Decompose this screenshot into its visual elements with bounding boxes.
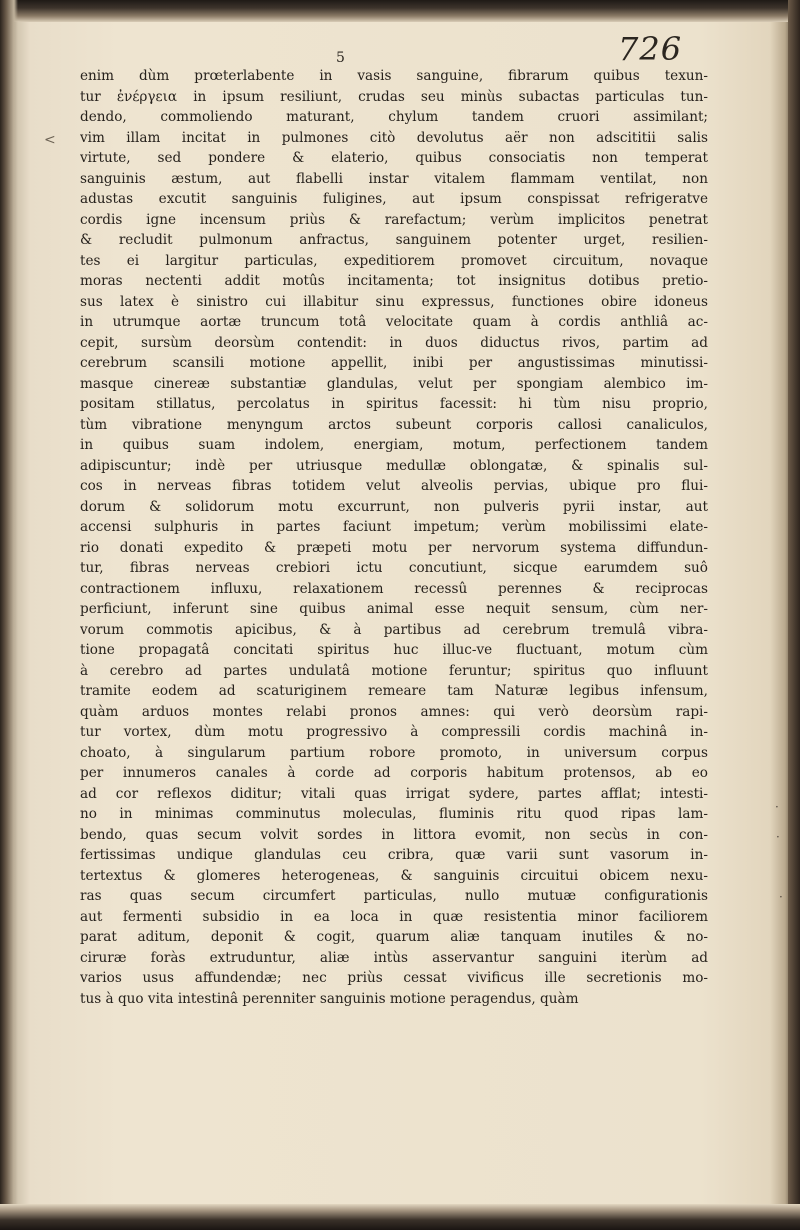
page-right-edge — [788, 0, 800, 1230]
text-line: adustas excutit sanguinis fuligines, aut ipsum conspissat refrigeratve — [80, 191, 708, 207]
text-line: perficiunt, inferunt sine quibus animal esse nequit sensum, cùm ner- — [80, 601, 708, 617]
text-line: varios usus affundendæ; nec priùs cessat vivificus ille secretionis mo- — [80, 970, 708, 986]
text-line: moras nectenti addit motûs incitamenta; tot insignitus dotibus pretio- — [80, 273, 708, 289]
speck: · — [775, 800, 779, 814]
text-line: cordis igne incensum priùs & rarefactum; verùm implicitos penetrat — [80, 211, 708, 228]
signature-mark: 5 — [336, 50, 345, 66]
text-line: & recludit pulmonum anfractus, sanguinem potenter urget, resilien- — [80, 232, 708, 248]
text-line: no in minimas comminutus moleculas, fluminis ritu quod ripas lam- — [80, 806, 708, 822]
handwritten-folio-number: 726 — [618, 30, 683, 68]
text-line: aut fermenti subsidio in ea loca in quæ resistentia minor faciliorem — [80, 908, 708, 925]
text-line: tur vortex, dùm motu progressivo à compressili cordis machinâ in- — [80, 724, 708, 740]
text-line: per innumeros canales à corde ad corporis habitum protensos, ab eo — [80, 765, 708, 781]
text-line: cepit, sursùm deorsùm contendit: in duos diductus rivos, partim ad — [80, 334, 708, 351]
text-line: tùm vibratione menyngum arctos subeunt corporis callosi canaliculos, — [80, 416, 708, 433]
margin-mark: < — [44, 132, 56, 148]
text-line: sanguinis æstum, aut flabelli instar vitalem flammam ventilat, non — [80, 170, 708, 187]
text-line: adipiscuntur; indè per utriusque medullæ oblongatæ, & spinalis sul- — [80, 457, 708, 474]
speck: · — [776, 830, 780, 844]
text-line: cerebrum scansili motione appellit, inibi per angustissimas minutissi- — [80, 355, 708, 371]
text-line: ciruræ foràs extruduntur, aliæ intùs asservantur sanguini iterùm ad — [80, 949, 708, 966]
text-line: à cerebro ad partes undulatâ motione feruntur; spiritus quo influunt — [80, 662, 708, 679]
text-line: dorum & solidorum motu excurrunt, non pulveris pyrii instar, aut — [80, 498, 708, 515]
text-line: ad cor reflexos diditur; vitali quas irrigat sydere, partes afflat; intesti- — [80, 785, 708, 802]
text-line: fertissimas undique glandulas ceu cribra, quæ varii sunt vasorum in- — [80, 847, 708, 863]
text-line: virtute, sed pondere & elaterio, quibus consociatis non temperat — [80, 150, 708, 166]
text-line: vim illam incitat in pulmones citò devolutus aër non adscititii salis — [80, 129, 708, 146]
text-line: ras quas secum circumfert particulas, nullo mutuæ configurationis — [80, 888, 708, 904]
text-line: tertextus & glomeres heterogeneas, & sanguinis circuitui obicem nexu- — [80, 867, 708, 884]
text-line: tes ei largitur particulas, expeditiorem promovet circuitum, novaque — [80, 252, 708, 269]
book-binding-edge — [0, 0, 18, 1230]
text-line: tur ἐνέργεια in ipsum resiliunt, crudas seu minùs subactas particulas tun- — [80, 88, 708, 105]
page-bottom-edge — [0, 1204, 800, 1230]
body-text — [80, 66, 780, 1009]
text-line: vorum commotis apicibus, & à partibus ad cerebrum tremulâ vibra- — [80, 621, 708, 638]
text-line: bendo, quas secum volvit sordes in littora evomit, non secùs in con- — [80, 826, 708, 843]
text-line: tur, fibras nerveas crebiori ictu concutiunt, sicque earumdem suô — [80, 560, 708, 576]
speck: · — [779, 890, 783, 904]
text-line: cos in nerveas fibras totidem velut alveolis pervias, ubique pro flui- — [80, 478, 708, 494]
text-line: contractionem influxu, relaxationem recessû perennes & reciprocas — [80, 580, 708, 597]
text-line: quàm arduos montes relabi pronos amnes: qui verò deorsùm rapi- — [80, 703, 708, 720]
text-line: tus à quo vita intestinâ perenniter sanguinis motione peragendus, quàm — [80, 990, 579, 1007]
page-top-edge — [0, 0, 800, 22]
text-line: accensi sulphuris in partes faciunt impetum; verùm mobilissimi elate- — [80, 519, 708, 535]
text-line: in quibus suam indolem, energiam, motum, perfectionem tandem — [80, 437, 708, 453]
text-line: in utrumque aortæ truncum totâ velocitate quam à cordis anthliâ ac- — [80, 314, 708, 330]
text-line: positam stillatus, percolatus in spiritus facessit: hi tùm nisu proprio, — [80, 396, 708, 412]
text-line: dendo, commoliendo maturant, chylum tandem cruori assimilant; — [80, 109, 708, 125]
text-line: parat aditum, deponit & cogit, quarum aliæ tanquam inutiles & no- — [80, 929, 708, 945]
text-line: sus latex è sinistro cui illabitur sinu expressus, functiones obire idoneus — [80, 293, 708, 310]
text-line: tione propagatâ concitati spiritus huc illuc-ve fluctuant, motum cùm — [80, 642, 708, 658]
text-line: tramite eodem ad scaturiginem remeare tam Naturæ legibus infensum, — [80, 683, 708, 699]
text-line: enim dùm prœterlabente in vasis sanguine, fibrarum quibus texun- — [80, 68, 708, 84]
text-line: masque cinereæ substantiæ glandulas, velut per spongiam alembico im- — [80, 375, 708, 392]
text-line: rio donati expedito & præpeti motu per nervorum systema diffundun- — [80, 539, 708, 556]
text-line: choato, à singularum partium robore promoto, in universum corpus — [80, 744, 708, 761]
